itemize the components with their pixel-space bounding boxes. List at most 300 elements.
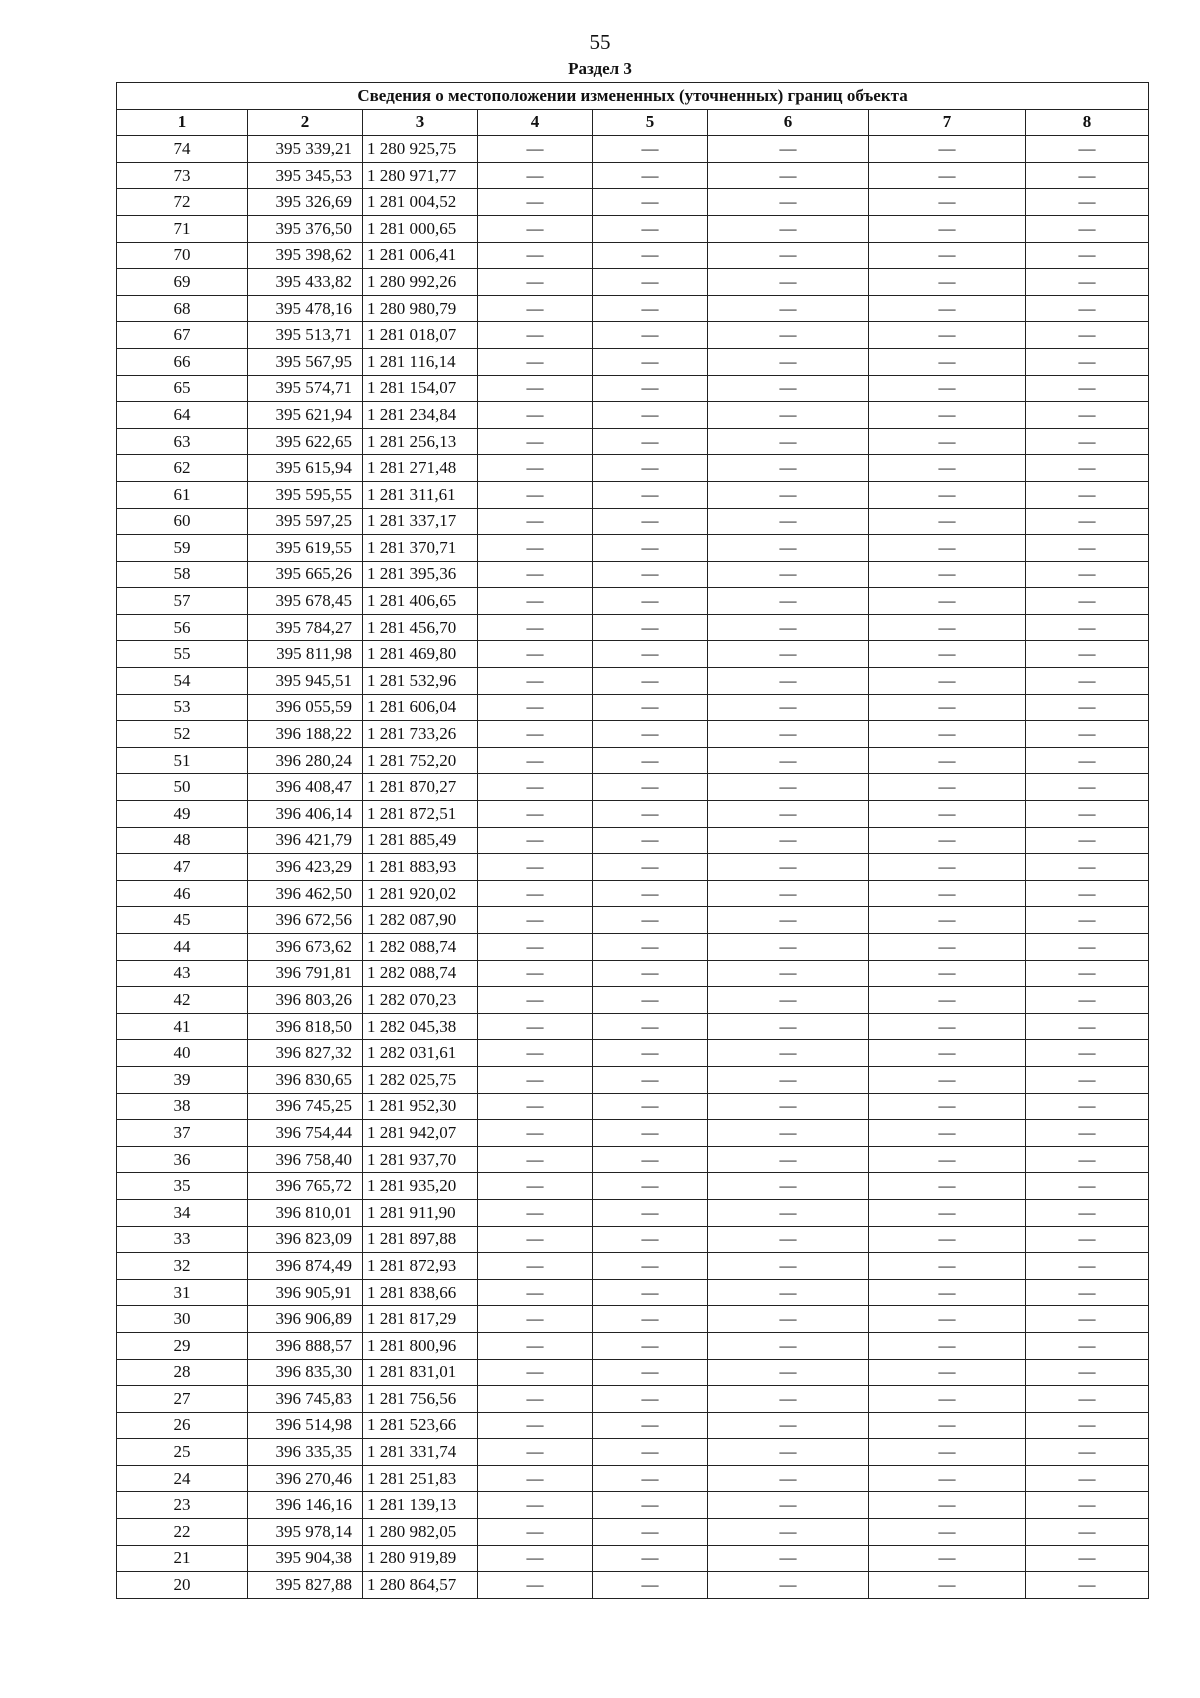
y-coordinate-cell: 1 280 925,75 [363,136,478,163]
table-row [117,721,1149,748]
col8-cell: — [1026,242,1149,269]
col8-cell: — [1026,1359,1149,1386]
table-row [117,801,1149,828]
col6-cell: — [708,215,869,242]
col5-cell: — [593,535,708,562]
x-coordinate-cell: 395 811,98 [248,641,363,668]
col4-cell: — [478,614,593,641]
col7-cell: — [869,960,1026,987]
col7-cell: — [869,774,1026,801]
col8-cell: — [1026,162,1149,189]
y-coordinate-cell: 1 281 256,13 [363,428,478,455]
table-row [117,747,1149,774]
column-header: 8 [1026,109,1149,136]
col4-cell: — [478,880,593,907]
col5-cell: — [593,508,708,535]
col4-cell: — [478,1093,593,1120]
x-coordinate-cell: 396 280,24 [248,747,363,774]
col8-cell: — [1026,1519,1149,1546]
col4-cell: — [478,934,593,961]
x-coordinate-cell: 395 597,25 [248,508,363,535]
col7-cell: — [869,1146,1026,1173]
col6-cell: — [708,535,869,562]
table-row [117,481,1149,508]
table-body [117,136,1149,1599]
y-coordinate-cell: 1 281 937,70 [363,1146,478,1173]
point-number-cell: 69 [117,269,248,296]
y-coordinate-cell: 1 281 116,14 [363,348,478,375]
col5-cell: — [593,1226,708,1253]
col5-cell: — [593,880,708,907]
col7-cell: — [869,508,1026,535]
col5-cell: — [593,1173,708,1200]
table-row [117,694,1149,721]
col7-cell: — [869,614,1026,641]
col4-cell: — [478,1040,593,1067]
col5-cell: — [593,348,708,375]
x-coordinate-cell: 396 905,91 [248,1279,363,1306]
col7-cell: — [869,1253,1026,1280]
x-coordinate-cell: 396 745,25 [248,1093,363,1120]
y-coordinate-cell: 1 281 523,66 [363,1412,478,1439]
col8-cell: — [1026,1013,1149,1040]
table-row [117,348,1149,375]
table-row [117,242,1149,269]
col7-cell: — [869,455,1026,482]
col8-cell: — [1026,215,1149,242]
col4-cell: — [478,402,593,429]
col7-cell: — [869,162,1026,189]
col6-cell: — [708,1492,869,1519]
point-number-cell: 45 [117,907,248,934]
x-coordinate-cell: 395 478,16 [248,295,363,322]
col8-cell: — [1026,295,1149,322]
col8-cell: — [1026,1173,1149,1200]
y-coordinate-cell: 1 281 271,48 [363,455,478,482]
point-number-cell: 30 [117,1306,248,1333]
coordinates-table [116,82,1149,1599]
y-coordinate-cell: 1 281 469,80 [363,641,478,668]
col5-cell: — [593,774,708,801]
table-row [117,1439,1149,1466]
y-coordinate-cell: 1 281 838,66 [363,1279,478,1306]
y-coordinate-cell: 1 281 251,83 [363,1465,478,1492]
y-coordinate-cell: 1 280 919,89 [363,1545,478,1572]
y-coordinate-cell: 1 281 872,93 [363,1253,478,1280]
col5-cell: — [593,827,708,854]
point-number-cell: 72 [117,189,248,216]
col7-cell: — [869,880,1026,907]
col5-cell: — [593,1439,708,1466]
col5-cell: — [593,1093,708,1120]
y-coordinate-cell: 1 281 800,96 [363,1332,478,1359]
table-row [117,189,1149,216]
table-row [117,375,1149,402]
col8-cell: — [1026,960,1149,987]
col6-cell: — [708,907,869,934]
point-number-cell: 64 [117,402,248,429]
point-number-cell: 54 [117,668,248,695]
col6-cell: — [708,1173,869,1200]
col6-cell: — [708,1465,869,1492]
point-number-cell: 65 [117,375,248,402]
point-number-cell: 41 [117,1013,248,1040]
col6-cell: — [708,322,869,349]
col5-cell: — [593,1120,708,1147]
col5-cell: — [593,1066,708,1093]
col6-cell: — [708,1066,869,1093]
point-number-cell: 57 [117,588,248,615]
point-number-cell: 63 [117,428,248,455]
col5-cell: — [593,854,708,881]
col8-cell: — [1026,1120,1149,1147]
col8-cell: — [1026,1412,1149,1439]
y-coordinate-cell: 1 281 756,56 [363,1386,478,1413]
point-number-cell: 22 [117,1519,248,1546]
col4-cell: — [478,215,593,242]
col7-cell: — [869,1386,1026,1413]
col5-cell: — [593,614,708,641]
column-header: 3 [363,109,478,136]
col7-cell: — [869,854,1026,881]
col8-cell: — [1026,694,1149,721]
col8-cell: — [1026,588,1149,615]
col4-cell: — [478,1359,593,1386]
col6-cell: — [708,721,869,748]
x-coordinate-cell: 395 574,71 [248,375,363,402]
col8-cell: — [1026,561,1149,588]
col4-cell: — [478,561,593,588]
col4-cell: — [478,269,593,296]
col7-cell: — [869,136,1026,163]
section-title: Раздел 3 [568,59,632,78]
col5-cell: — [593,801,708,828]
table-row [117,827,1149,854]
col7-cell: — [869,668,1026,695]
table-row [117,1253,1149,1280]
col6-cell: — [708,1146,869,1173]
table-row [117,1093,1149,1120]
col5-cell: — [593,295,708,322]
col6-cell: — [708,1572,869,1599]
col5-cell: — [593,189,708,216]
table-row [117,1066,1149,1093]
x-coordinate-cell: 396 745,83 [248,1386,363,1413]
col8-cell: — [1026,1199,1149,1226]
table-row [117,455,1149,482]
col5-cell: — [593,668,708,695]
col4-cell: — [478,801,593,828]
col4-cell: — [478,455,593,482]
point-number-cell: 27 [117,1386,248,1413]
col7-cell: — [869,295,1026,322]
col4-cell: — [478,694,593,721]
col5-cell: — [593,561,708,588]
point-number-cell: 71 [117,215,248,242]
y-coordinate-cell: 1 281 920,02 [363,880,478,907]
x-coordinate-cell: 396 818,50 [248,1013,363,1040]
col5-cell: — [593,1412,708,1439]
table-row [117,854,1149,881]
col7-cell: — [869,428,1026,455]
x-coordinate-cell: 395 595,55 [248,481,363,508]
col8-cell: — [1026,668,1149,695]
table-row [117,1359,1149,1386]
x-coordinate-cell: 396 835,30 [248,1359,363,1386]
col6-cell: — [708,428,869,455]
col4-cell: — [478,295,593,322]
table-row [117,1013,1149,1040]
table-row [117,960,1149,987]
col6-cell: — [708,162,869,189]
col8-cell: — [1026,614,1149,641]
col5-cell: — [593,215,708,242]
point-number-cell: 42 [117,987,248,1014]
column-header: 2 [248,109,363,136]
y-coordinate-cell: 1 281 885,49 [363,827,478,854]
col5-cell: — [593,481,708,508]
table-row [117,934,1149,961]
col7-cell: — [869,1279,1026,1306]
y-coordinate-cell: 1 281 935,20 [363,1173,478,1200]
x-coordinate-cell: 395 978,14 [248,1519,363,1546]
x-coordinate-cell: 396 514,98 [248,1412,363,1439]
col4-cell: — [478,827,593,854]
page-number: 55 [589,30,611,54]
col4-cell: — [478,1279,593,1306]
col4-cell: — [478,1386,593,1413]
col7-cell: — [869,588,1026,615]
col4-cell: — [478,1146,593,1173]
col5-cell: — [593,1332,708,1359]
col7-cell: — [869,1306,1026,1333]
col6-cell: — [708,1226,869,1253]
y-coordinate-cell: 1 282 045,38 [363,1013,478,1040]
x-coordinate-cell: 395 339,21 [248,136,363,163]
col5-cell: — [593,322,708,349]
col5-cell: — [593,1572,708,1599]
point-number-cell: 32 [117,1253,248,1280]
x-coordinate-cell: 396 673,62 [248,934,363,961]
x-coordinate-cell: 396 421,79 [248,827,363,854]
col4-cell: — [478,668,593,695]
col7-cell: — [869,801,1026,828]
col6-cell: — [708,854,869,881]
col6-cell: — [708,136,869,163]
col5-cell: — [593,428,708,455]
col4-cell: — [478,162,593,189]
col7-cell: — [869,1359,1026,1386]
col8-cell: — [1026,854,1149,881]
point-number-cell: 67 [117,322,248,349]
col8-cell: — [1026,721,1149,748]
x-coordinate-cell: 395 827,88 [248,1572,363,1599]
col8-cell: — [1026,1306,1149,1333]
table-row [117,508,1149,535]
table-row [117,1120,1149,1147]
col7-cell: — [869,1066,1026,1093]
table-row [117,588,1149,615]
x-coordinate-cell: 396 270,46 [248,1465,363,1492]
col4-cell: — [478,375,593,402]
y-coordinate-cell: 1 281 154,07 [363,375,478,402]
table-row [117,1572,1149,1599]
y-coordinate-cell: 1 281 337,17 [363,508,478,535]
table-row [117,1199,1149,1226]
col5-cell: — [593,242,708,269]
col6-cell: — [708,561,869,588]
col8-cell: — [1026,402,1149,429]
y-coordinate-cell: 1 280 864,57 [363,1572,478,1599]
col8-cell: — [1026,455,1149,482]
col4-cell: — [478,322,593,349]
x-coordinate-cell: 395 784,27 [248,614,363,641]
point-number-cell: 37 [117,1120,248,1147]
col5-cell: — [593,694,708,721]
x-coordinate-cell: 395 945,51 [248,668,363,695]
table-row [117,535,1149,562]
col6-cell: — [708,1013,869,1040]
col7-cell: — [869,1173,1026,1200]
x-coordinate-cell: 396 408,47 [248,774,363,801]
x-coordinate-cell: 395 622,65 [248,428,363,455]
col6-cell: — [708,402,869,429]
x-coordinate-cell: 395 567,95 [248,348,363,375]
col4-cell: — [478,774,593,801]
col5-cell: — [593,960,708,987]
col7-cell: — [869,641,1026,668]
col7-cell: — [869,907,1026,934]
point-number-cell: 24 [117,1465,248,1492]
col6-cell: — [708,348,869,375]
col8-cell: — [1026,189,1149,216]
column-header: 7 [869,109,1026,136]
x-coordinate-cell: 396 830,65 [248,1066,363,1093]
col8-cell: — [1026,1253,1149,1280]
col8-cell: — [1026,428,1149,455]
col5-cell: — [593,641,708,668]
x-coordinate-cell: 396 874,49 [248,1253,363,1280]
col5-cell: — [593,987,708,1014]
table-row [117,402,1149,429]
y-coordinate-cell: 1 281 018,07 [363,322,478,349]
table-row [117,428,1149,455]
column-header: 4 [478,109,593,136]
col7-cell: — [869,1332,1026,1359]
point-number-cell: 31 [117,1279,248,1306]
y-coordinate-cell: 1 281 004,52 [363,189,478,216]
point-number-cell: 50 [117,774,248,801]
point-number-cell: 39 [117,1066,248,1093]
col7-cell: — [869,1093,1026,1120]
col7-cell: — [869,1492,1026,1519]
x-coordinate-cell: 395 619,55 [248,535,363,562]
point-number-cell: 23 [117,1492,248,1519]
col4-cell: — [478,1226,593,1253]
x-coordinate-cell: 396 827,32 [248,1040,363,1067]
col4-cell: — [478,481,593,508]
col7-cell: — [869,1013,1026,1040]
col5-cell: — [593,747,708,774]
col8-cell: — [1026,747,1149,774]
col5-cell: — [593,269,708,296]
x-coordinate-cell: 396 823,09 [248,1226,363,1253]
col7-cell: — [869,189,1026,216]
y-coordinate-cell: 1 281 952,30 [363,1093,478,1120]
point-number-cell: 40 [117,1040,248,1067]
table-row [117,1146,1149,1173]
point-number-cell: 44 [117,934,248,961]
col6-cell: — [708,508,869,535]
col6-cell: — [708,1412,869,1439]
col7-cell: — [869,561,1026,588]
table-row [117,987,1149,1014]
col7-cell: — [869,1465,1026,1492]
x-coordinate-cell: 396 888,57 [248,1332,363,1359]
col7-cell: — [869,987,1026,1014]
table-row [117,907,1149,934]
col8-cell: — [1026,641,1149,668]
col6-cell: — [708,269,869,296]
col6-cell: — [708,1253,869,1280]
col7-cell: — [869,1439,1026,1466]
col4-cell: — [478,136,593,163]
col6-cell: — [708,668,869,695]
col4-cell: — [478,348,593,375]
col7-cell: — [869,375,1026,402]
table-row [117,561,1149,588]
y-coordinate-cell: 1 281 870,27 [363,774,478,801]
point-number-cell: 20 [117,1572,248,1599]
x-coordinate-cell: 396 906,89 [248,1306,363,1333]
col8-cell: — [1026,987,1149,1014]
x-coordinate-cell: 396 055,59 [248,694,363,721]
col6-cell: — [708,827,869,854]
col5-cell: — [593,1492,708,1519]
table-row [117,880,1149,907]
col7-cell: — [869,694,1026,721]
point-number-cell: 60 [117,508,248,535]
table-row [117,1332,1149,1359]
col5-cell: — [593,934,708,961]
x-coordinate-cell: 395 398,62 [248,242,363,269]
point-number-cell: 61 [117,481,248,508]
point-number-cell: 21 [117,1545,248,1572]
col4-cell: — [478,1439,593,1466]
point-number-cell: 62 [117,455,248,482]
table-row [117,1386,1149,1413]
y-coordinate-cell: 1 281 000,65 [363,215,478,242]
col8-cell: — [1026,136,1149,163]
col7-cell: — [869,1226,1026,1253]
col5-cell: — [593,588,708,615]
col6-cell: — [708,801,869,828]
col5-cell: — [593,1013,708,1040]
table-row [117,215,1149,242]
x-coordinate-cell: 395 621,94 [248,402,363,429]
col4-cell: — [478,1253,593,1280]
col5-cell: — [593,907,708,934]
y-coordinate-cell: 1 280 971,77 [363,162,478,189]
col8-cell: — [1026,1093,1149,1120]
col8-cell: — [1026,1492,1149,1519]
y-coordinate-cell: 1 281 942,07 [363,1120,478,1147]
col5-cell: — [593,721,708,748]
col5-cell: — [593,1279,708,1306]
y-coordinate-cell: 1 281 532,96 [363,668,478,695]
col4-cell: — [478,189,593,216]
point-number-cell: 68 [117,295,248,322]
